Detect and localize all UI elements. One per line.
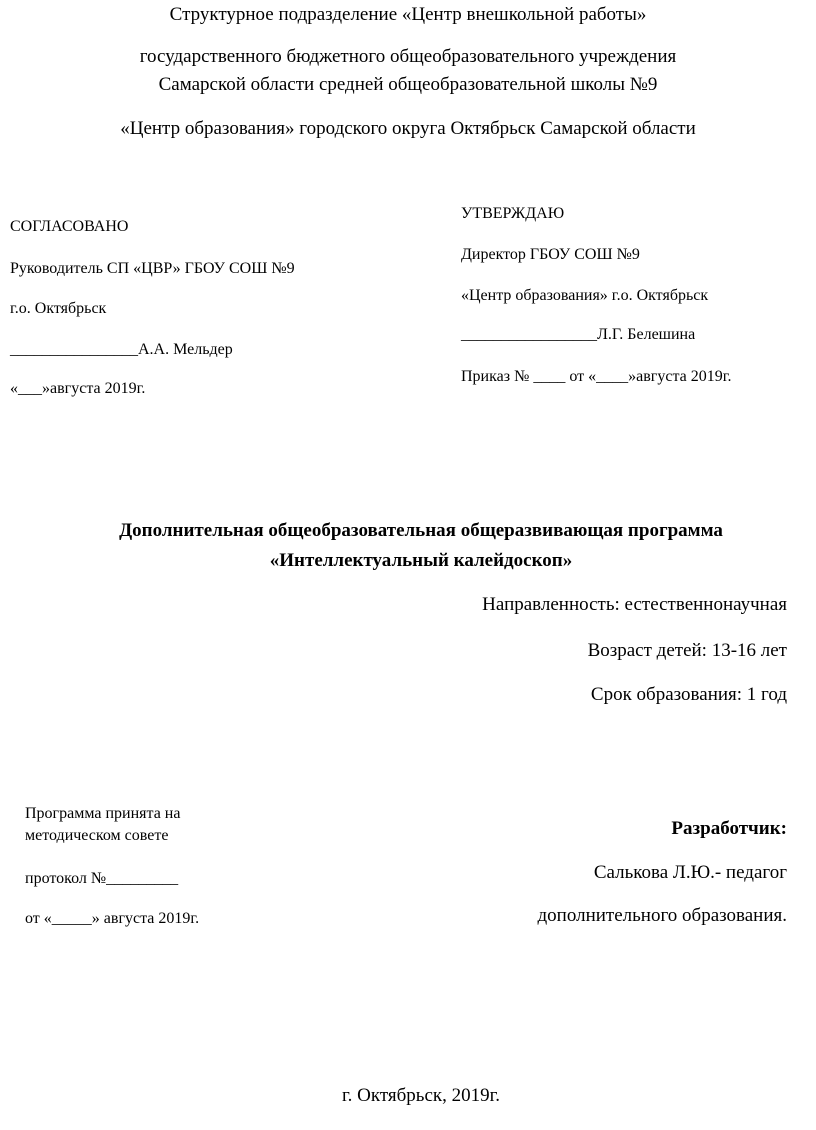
approved-org: «Центр образования» г.о. Октябрьск [461,287,709,304]
approved-title: УТВЕРЖДАЮ [461,205,565,222]
developer-position: дополнительного образования. [537,905,787,926]
program-direction: Направленность: естественнонаучная [482,594,787,615]
council-line-2: методическом совете [25,827,169,844]
agreed-title: СОГЛАСОВАНО [10,218,129,235]
council-protocol: протокол №_________ [25,870,179,887]
council-date: от «_____» августа 2019г. [25,910,200,927]
developer-name: Салькова Л.Ю.- педагог [593,862,787,883]
approved-signature: _________________Л.Г. Белешина [461,326,696,343]
agreed-city: г.о. Октябрьск [10,300,107,317]
agreed-signature: ________________А.А. Мельдер [10,341,233,358]
header-line-1: Структурное подразделение «Центр внешкольной работы» [169,4,647,25]
program-age: Возраст детей: 13-16 лет [587,640,787,661]
program-duration: Срок образования: 1 год [590,684,787,705]
agreed-date: «___»августа 2019г. [10,380,146,397]
program-title-line-1: Дополнительная общеобразовательная общеразвивающая программа [119,520,723,541]
header-line-2: государственного бюджетного общеобразовательного учреждения [139,46,677,67]
footer-city-year: г. Октябрьск, 2019г. [341,1085,501,1106]
approved-order: Приказ № ____ от «____»августа 2019г. [461,368,732,385]
agreed-role: Руководитель СП «ЦВР» ГБОУ СОШ №9 [10,260,295,277]
council-line-1: Программа принята на [25,805,181,822]
header-line-4: «Центр образования» городского округа Октябрьск Самарской области [120,118,696,139]
program-title-line-2: «Интеллектуальный калейдоскоп» [269,550,573,571]
header-line-3: Самарской области средней общеобразовательной школы №9 [158,74,658,95]
approved-role: Директор ГБОУ СОШ №9 [461,246,640,263]
developer-label: Разработчик: [671,818,787,839]
